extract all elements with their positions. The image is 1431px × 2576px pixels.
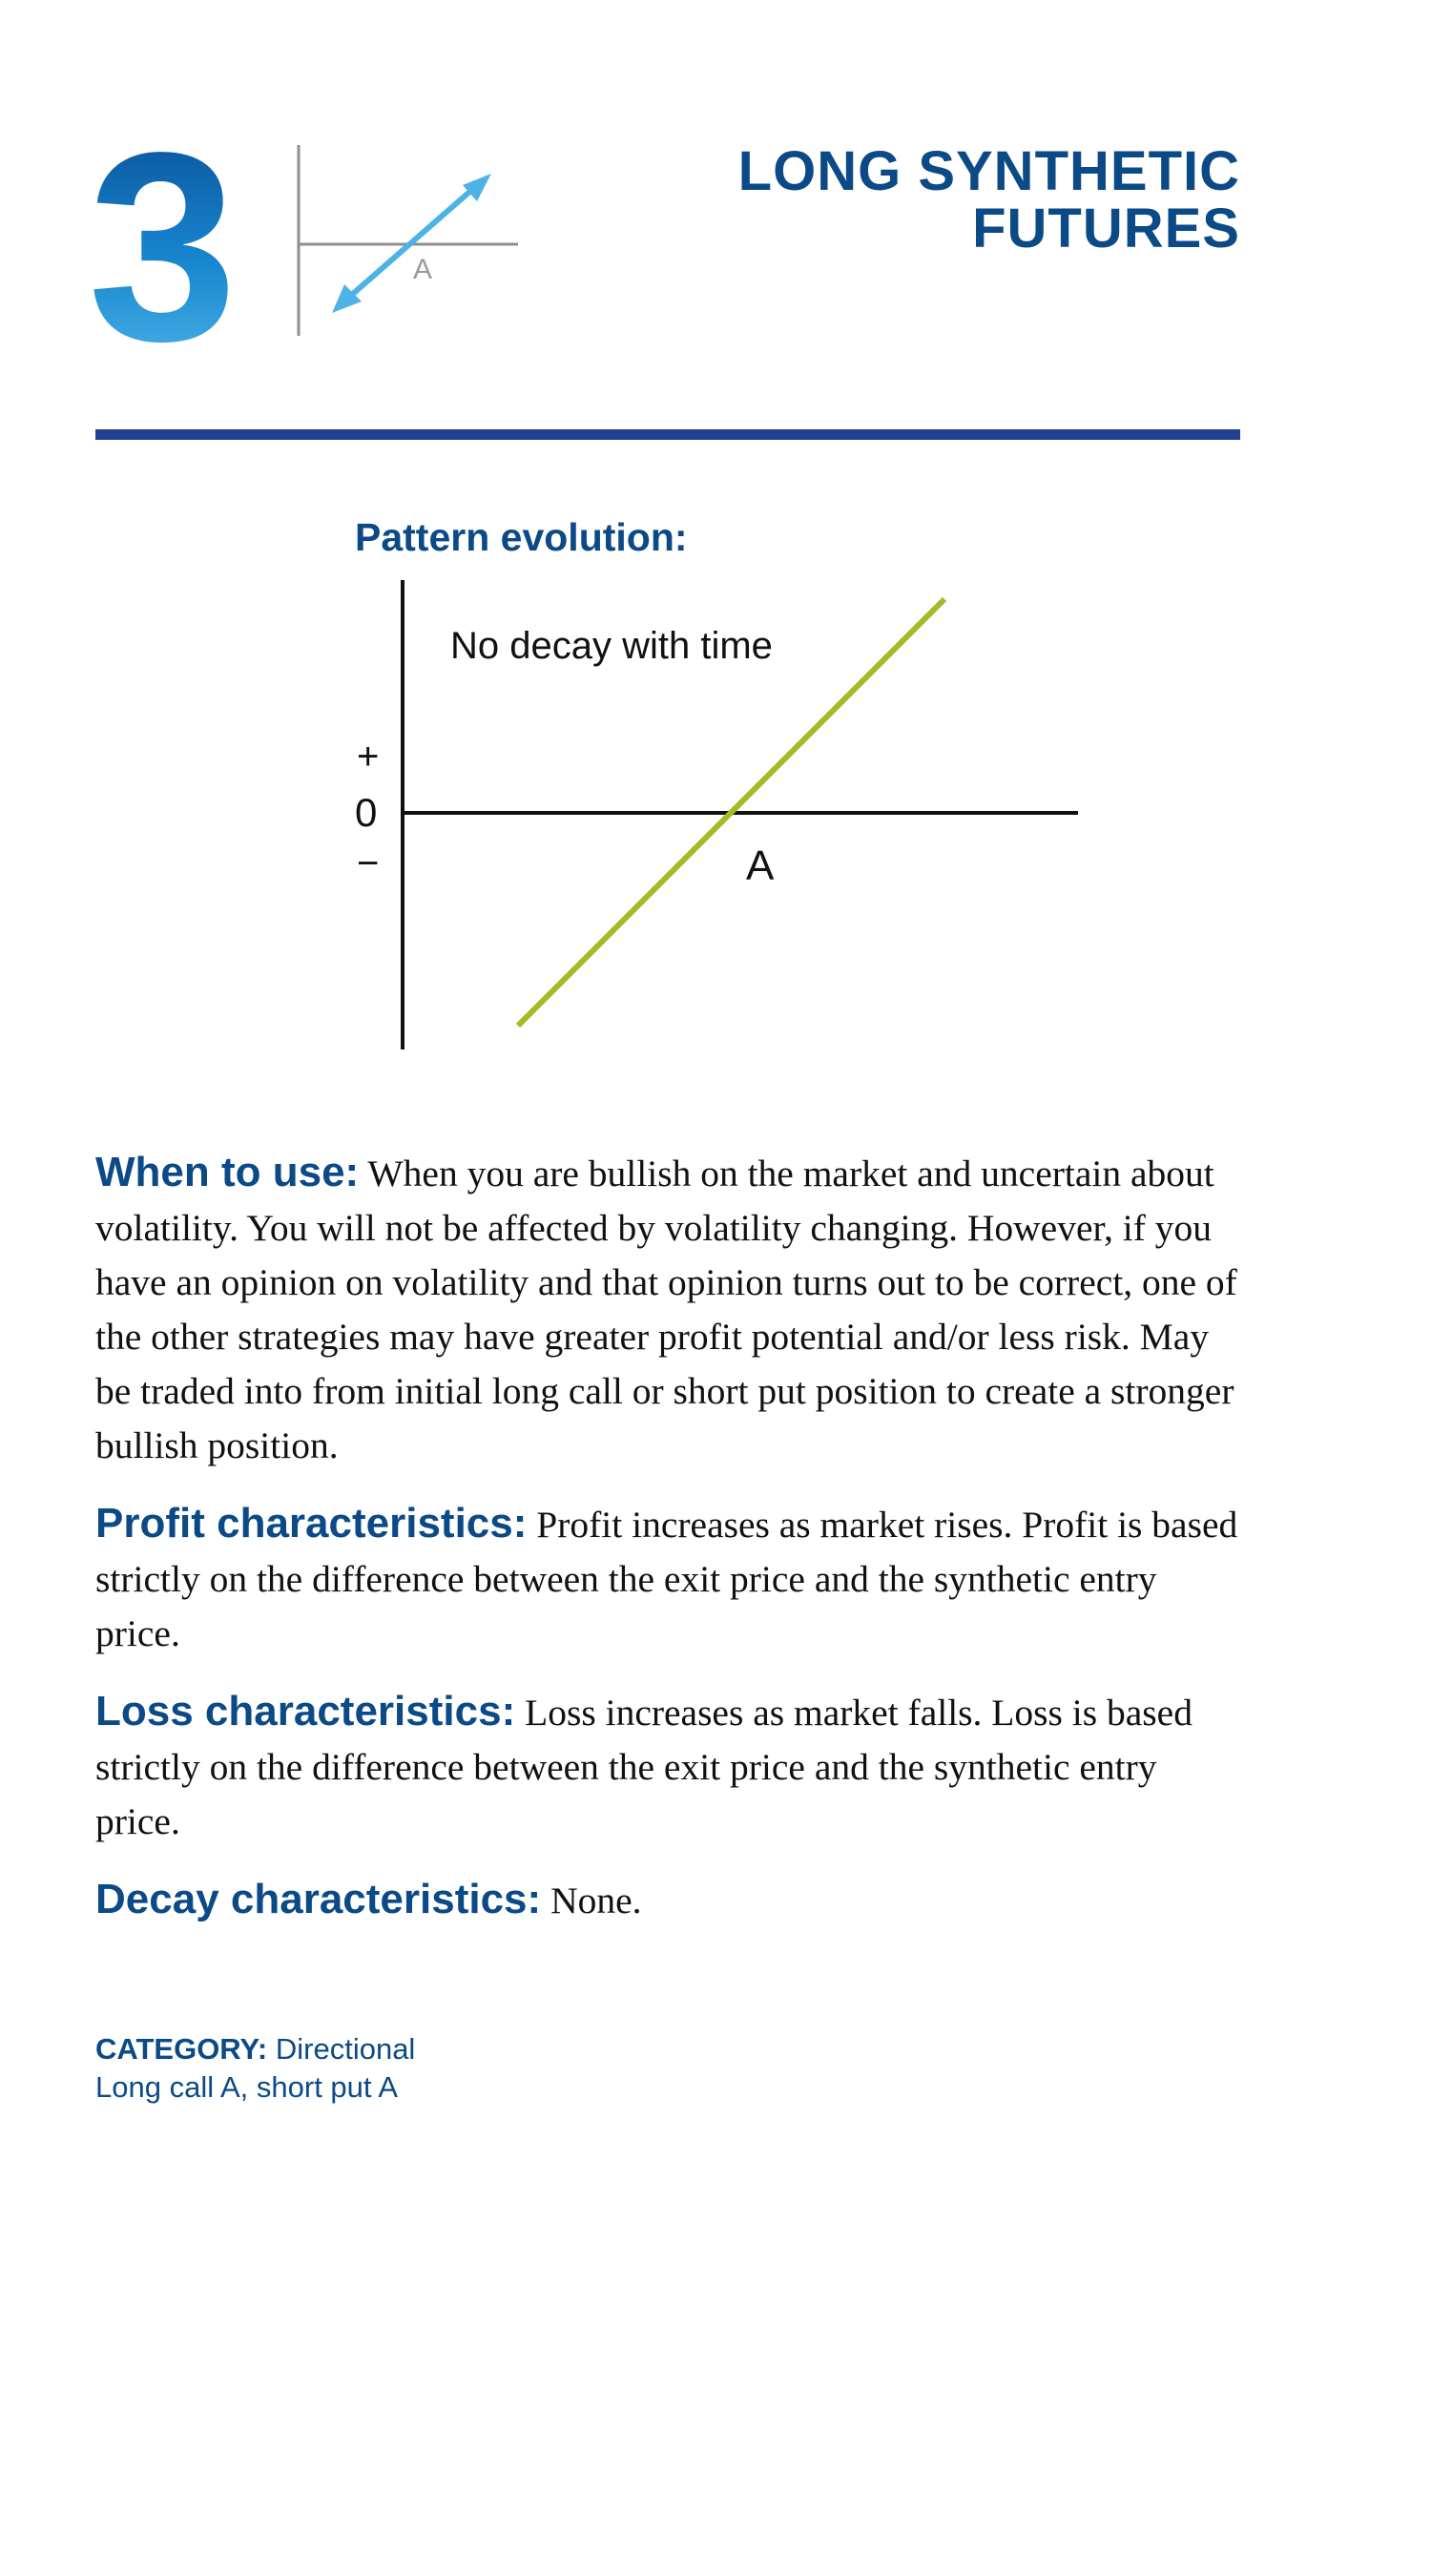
- category-label: CATEGORY:: [95, 2032, 268, 2066]
- when-to-use-paragraph: [95, 1145, 1240, 1473]
- category-line: [95, 2030, 415, 2068]
- when-to-use-heading: When to use:: [95, 1149, 360, 1195]
- profit-heading: Profit characteristics:: [95, 1500, 528, 1547]
- loss-heading: Loss characteristics:: [95, 1688, 516, 1735]
- loss-paragraph: [95, 1684, 1240, 1849]
- title-line-1: LONG SYNTHETIC: [737, 140, 1240, 202]
- category-block: [95, 2030, 415, 2107]
- when-to-use-text: When you are bullish on the market and uncertain about volatility. You will not be affected by volatility changing. However, if you have an opinion on volatility and that opinion turns out to be correct, one of the other strategies may have greater profit potential and/or less risk. May be traded into from initial long call or short put position to create a stronger bullish position.: [95, 1153, 1237, 1466]
- loss-text: Loss increases as market falls. Loss is based strictly on the difference between the exit price and the synthetic entry price.: [95, 1692, 1192, 1842]
- chart-zero-label: 0: [355, 790, 378, 835]
- profit-text: Profit increases as market rises. Profit is based strictly on the difference between the exit price and the synthetic entry price.: [95, 1504, 1238, 1654]
- strategy-title: [737, 140, 1240, 260]
- decay-text: None.: [550, 1880, 642, 1922]
- description-body: [95, 1145, 1240, 1951]
- header-divider: [95, 429, 1240, 440]
- chart-note: No decay with time: [450, 625, 773, 667]
- decay-heading: Decay characteristics:: [95, 1876, 542, 1922]
- chart-plus-label: +: [357, 736, 380, 778]
- chart-minus-label: −: [357, 842, 380, 884]
- chart-strike-label: A: [746, 842, 775, 889]
- icon-strike-label: A: [413, 254, 433, 285]
- payoff-chart: [343, 572, 1088, 1069]
- profit-paragraph: [95, 1496, 1240, 1661]
- payoff-arrow-icon: [289, 141, 528, 342]
- title-line-2: FUTURES: [972, 197, 1240, 260]
- category-value: Directional: [275, 2032, 416, 2066]
- strategy-number: 3: [88, 96, 238, 397]
- decay-paragraph: [95, 1872, 1240, 1928]
- pattern-label: Pattern evolution:: [355, 515, 688, 559]
- category-legs: Long call A, short put A: [95, 2070, 399, 2104]
